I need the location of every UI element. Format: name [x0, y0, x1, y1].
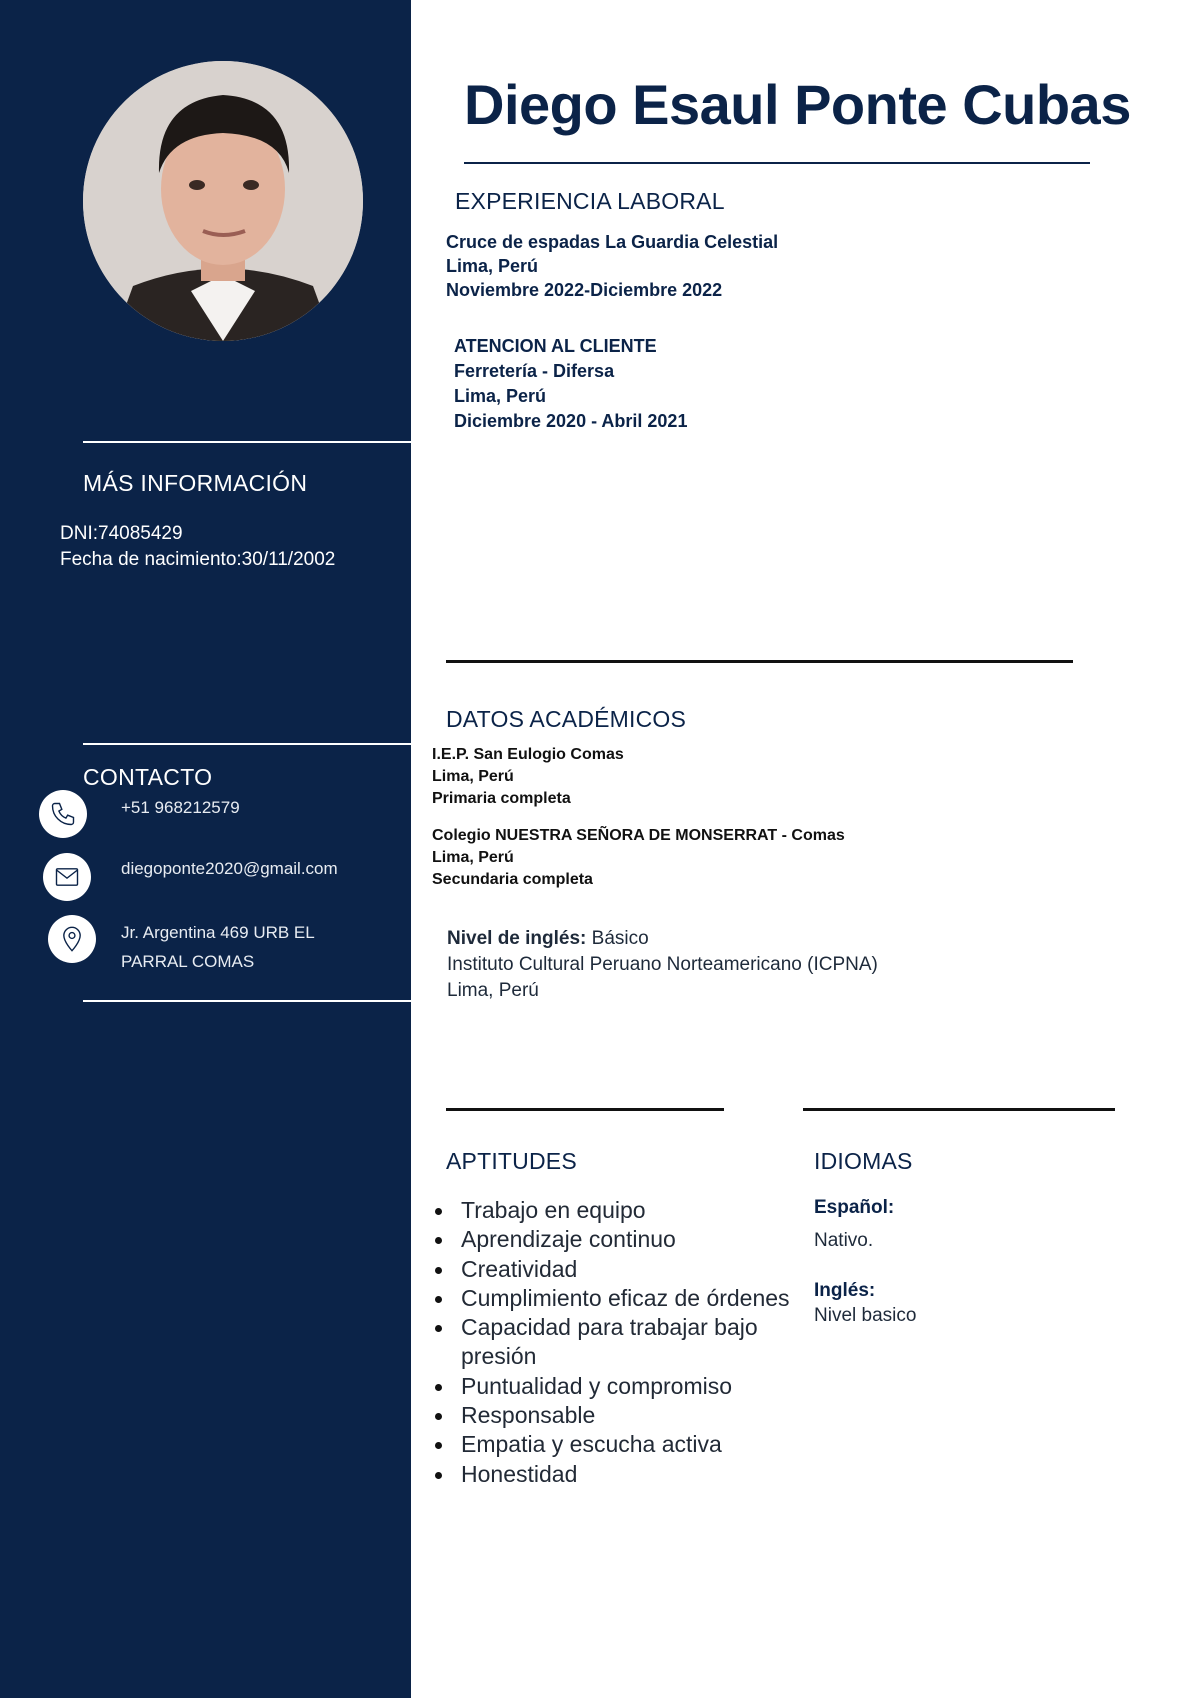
list-item: Trabajo en equipo	[435, 1196, 795, 1225]
school-1-level: Primaria completa	[432, 790, 571, 807]
job-2-company: Ferretería - Difersa	[454, 361, 615, 381]
full-name: Diego Esaul Ponte Cubas	[464, 73, 1131, 136]
name-underline	[464, 162, 1090, 164]
divider	[83, 743, 411, 745]
list-item: Empatia y escucha activa	[435, 1430, 795, 1459]
list-item: Puntualidad y compromiso	[435, 1372, 795, 1401]
datos-academicos-heading: DATOS ACADÉMICOS	[446, 706, 687, 732]
location-pin-icon	[48, 915, 96, 963]
mas-informacion-heading: MÁS INFORMACIÓN	[83, 470, 308, 496]
divider	[803, 1108, 1115, 1111]
school-1	[432, 744, 624, 810]
school-2-level: Secundaria completa	[432, 871, 593, 888]
language-1-name: Español:	[814, 1197, 895, 1218]
phone-text[interactable]: +51 968212579	[121, 798, 240, 817]
aptitudes-list	[435, 1196, 795, 1489]
divider	[83, 1000, 411, 1002]
language-2-level: Nivel basico	[814, 1305, 917, 1326]
school-2	[432, 825, 845, 891]
divider	[446, 660, 1073, 663]
profile-photo-illustration	[83, 61, 363, 341]
address-line-1: Jr. Argentina 469 URB EL	[121, 923, 315, 942]
job-2-role: ATENCION AL CLIENTE	[454, 336, 657, 356]
sidebar	[0, 0, 411, 1698]
school-2-name: Colegio NUESTRA SEÑORA DE MONSERRAT - Comas	[432, 827, 845, 844]
phone-icon	[39, 790, 87, 838]
divider	[446, 1108, 724, 1111]
mail-icon	[43, 853, 91, 901]
list-item: Capacidad para trabajar bajo presión	[435, 1313, 795, 1372]
job-2-dates: Diciembre 2020 - Abril 2021	[454, 411, 688, 431]
school-1-place: Lima, Perú	[432, 768, 514, 785]
dni-text: DNI:74085429	[60, 523, 183, 544]
school-1-name: I.E.P. San Eulogio Comas	[432, 746, 624, 763]
english-level-block	[447, 926, 878, 1004]
aptitudes-heading: APTITUDES	[446, 1148, 577, 1174]
address-line-2: PARRAL COMAS	[121, 952, 255, 971]
list-item: Aprendizaje continuo	[435, 1225, 795, 1254]
list-item: Cumplimiento eficaz de órdenes	[435, 1284, 795, 1313]
birth-date-text: Fecha de nacimiento:30/11/2002	[60, 549, 336, 570]
language-2-name: Inglés:	[814, 1280, 876, 1301]
list-item: Creatividad	[435, 1255, 795, 1284]
english-institute: Instituto Cultural Peruano Norteamericano (ICPNA)	[447, 954, 878, 975]
job-1-dates: Noviembre 2022-Diciembre 2022	[446, 280, 723, 300]
job-2	[454, 334, 687, 434]
profile-photo	[83, 61, 363, 341]
contacto-heading: CONTACTO	[83, 764, 213, 790]
english-place: Lima, Perú	[447, 980, 539, 1001]
job-1	[446, 230, 778, 302]
english-level-value: Básico	[586, 928, 649, 949]
job-1-place: Lima, Perú	[446, 256, 539, 276]
divider	[83, 441, 411, 443]
job-2-place: Lima, Perú	[454, 386, 547, 406]
email-text[interactable]: diegoponte2020@gmail.com	[121, 859, 338, 878]
english-level-label: Nivel de inglés:	[447, 928, 587, 949]
job-1-title: Cruce de espadas La Guardia Celestial	[446, 232, 779, 252]
list-item: Responsable	[435, 1401, 795, 1430]
language-1-level: Nativo.	[814, 1230, 874, 1251]
list-item: Honestidad	[435, 1460, 795, 1489]
experiencia-heading: EXPERIENCIA LABORAL	[455, 188, 725, 214]
school-2-place: Lima, Perú	[432, 849, 514, 866]
idiomas-heading: IDIOMAS	[814, 1148, 913, 1174]
